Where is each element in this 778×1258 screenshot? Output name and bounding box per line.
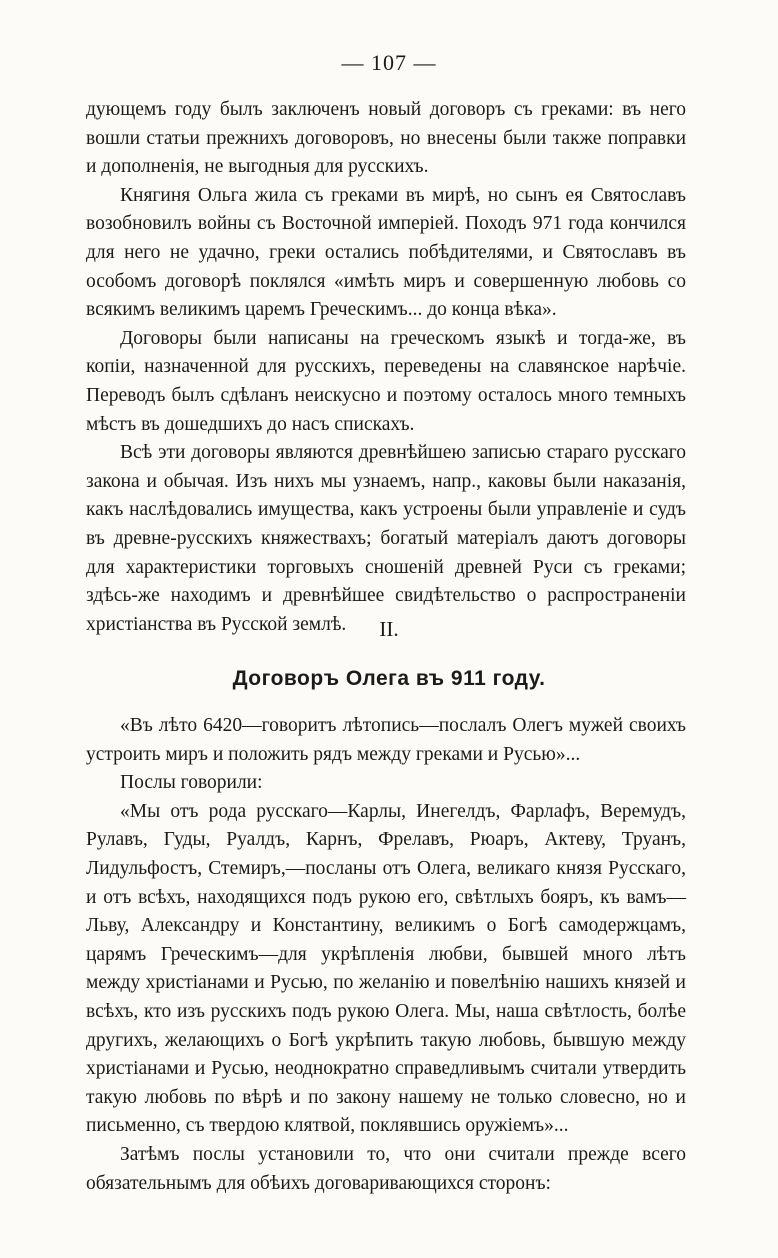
text-block-bottom [86, 712, 686, 1198]
paragraph: Всѣ эти договоры являются древнѣйшею записью стараго русскаго закона и обычая. Изъ нихъ мы узнаемъ, напр., каковы были наказанія, какъ наслѣдовались имущества, какъ устроены были управленіе и судъ въ древне-русскихъ княжествахъ; богатый матеріалъ даютъ договоры для характеристики торговыхъ сношеній древней Руси съ греками; здѣсь-же находимъ и древнѣйшее свидѣтельство о распространеніи христіанства въ Русской землѣ. [86, 442, 686, 635]
page-number: — 107 — [0, 50, 778, 76]
text-block-top [86, 96, 686, 639]
paragraph: Затѣмъ послы установили то, что они считали прежде всего обязательнымъ для обѣихъ договаривающихся сторонъ: [86, 1143, 686, 1194]
paragraph: «Мы отъ рода русскаго—Карлы, Инегелдъ, Фарлафъ, Веремудъ, Рулавъ, Гуды, Руалдъ, Карнъ, Фрелавъ, Рюаръ, Актеву, Труанъ, Лидульфостъ, Стемиръ,—посланы отъ Олега, великаго князя Русскаго, и отъ всѣхъ, находящихся подъ рукою его, свѣтлыхъ бояръ, къ вамъ—Льву, Александру и Константину, великимъ о Богѣ самодержцамъ, царямъ Греческимъ—для укрѣпленія любви, бывшей много лѣтъ между христіанами и Русью, по желанію и повелѣнію нашихъ князей и всѣхъ, кто изъ русскихъ подъ рукою Олега. Мы, наша свѣтлость, болѣе другихъ, желающихъ о Богѣ укрѣпить такую любовь, бывшую между христіанами и Русью, неоднократно справедливымъ считали утвердить такую любовь по вѣрѣ и по закону нашему не только словесно, но и письменно, съ твердою клятвой, поклявшись оружіемъ»... [86, 800, 686, 1137]
paragraph: Княгиня Ольга жила съ греками въ мирѣ, но сынъ ея Святославъ возобновилъ войны съ Восточной имперіей. Походъ 971 года кончился для него не удачно, греки остались побѣдителями, и Святославъ въ особомъ договорѣ поклялся «имѣть миръ и совершенную любовь со всякимъ великимъ царемъ Греческимъ... до конца вѣка». [86, 184, 686, 321]
paragraph: Послы говорили: [120, 772, 263, 794]
paragraph: Договоры были написаны на греческомъ языкѣ и тогда-же, въ копіи, назначенной для русскихъ, переведены на славянское нарѣчіе. Переводъ былъ сдѣланъ неискусно и поэтому осталось много темныхъ мѣстъ въ дошедшихъ до насъ спискахъ. [86, 327, 686, 435]
paragraph: «Въ лѣто 6420—говоритъ лѣтопись—послалъ Олегъ мужей своихъ устроить миръ и положить рядъ между греками и Русью»... [86, 715, 686, 765]
section-title: Договоръ Олега въ 911 году. [232, 667, 546, 690]
section-number: II. [379, 617, 399, 641]
paragraph: дующемъ году былъ заключенъ новый договоръ съ греками: въ него вошли статьи прежнихъ договоровъ, но внесены были также поправки и дополненія, не выгодныя для русскихъ. [86, 99, 686, 178]
